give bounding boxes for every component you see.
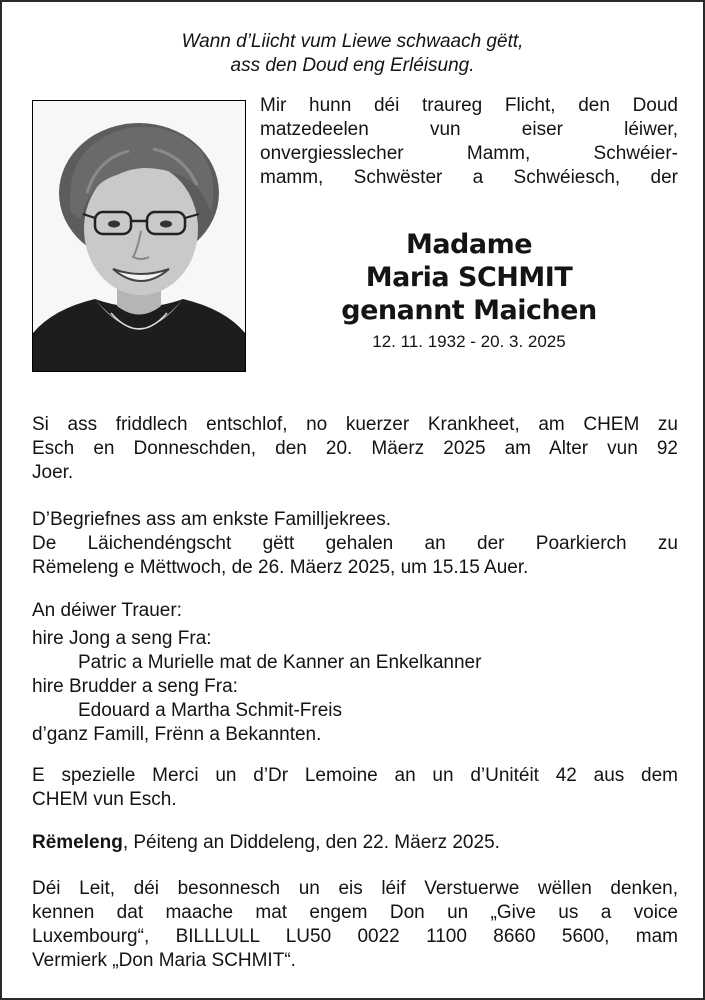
death-notice-line: Joer. xyxy=(32,462,74,483)
death-notice-line: Si ass friddlech entschlof, no kuerzer Krankheet, am CHEM zu xyxy=(32,414,678,435)
death-notice-line: Esch en Donneschden, den 20. Mäerz 2025 am Alter vun 92 xyxy=(32,438,678,459)
intro-line: Mir hunn déi traureg Flicht, den Doud xyxy=(260,95,678,116)
other-mourners: d’ganz Famill, Frënn a Bekannten. xyxy=(32,724,322,745)
death-notice-paragraph xyxy=(32,413,678,485)
mourners-list xyxy=(32,599,678,747)
funeral-line: D’Begriefnes ass am enkste Familljekrees. xyxy=(32,509,392,530)
deceased-nickname: genannt Maichen xyxy=(341,295,597,326)
donation-line: Vermierk „Don Maria SCHMIT“. xyxy=(32,950,296,971)
funeral-line: Rëmeleng e Mëttwoch, de 26. Mäerz 2025, um 15.15 Auer. xyxy=(32,557,529,578)
funeral-line: De Läichendéngscht gëtt gehalen an der Poarkierch zu xyxy=(32,533,678,554)
donation-line: Déi Leit, déi besonnesch un eis léif Verstuerwe wëllen denken, xyxy=(32,878,678,899)
intro-line: onvergiesslecher Mamm, Schwéier- xyxy=(260,143,678,164)
donation-paragraph xyxy=(32,877,678,973)
place-date-line xyxy=(32,831,678,855)
intro-line: matzedeelen vun eiser léiwer, xyxy=(260,119,678,140)
place-date-rest: , Péiteng an Diddeleng, den 22. Mäerz 2025. xyxy=(122,832,500,853)
portrait-photo xyxy=(32,100,246,372)
motto-quote xyxy=(2,30,703,78)
motto-line-1: Wann d’Liicht vum Liewe schwaach gëtt, xyxy=(181,31,524,52)
brother-family: Edouard a Martha Schmit-Freis xyxy=(78,700,342,721)
son-label: hire Jong a seng Fra: xyxy=(32,628,212,649)
donation-line: Luxembourg“, BILLLULL LU50 0022 1100 8660 5600, mam xyxy=(32,926,678,947)
life-dates: 12. 11. 1932 - 20. 3. 2025 xyxy=(372,332,566,351)
deceased-name-block xyxy=(260,228,678,353)
funeral-paragraph xyxy=(32,508,678,580)
son-family: Patric a Murielle mat de Kanner an Enkelkanner xyxy=(78,652,482,673)
deceased-name: Maria SCHMIT xyxy=(365,262,573,293)
brother-label: hire Brudder a seng Fra: xyxy=(32,676,238,697)
mourners-heading: An déiwer Trauer: xyxy=(32,600,182,621)
donation-line: kennen dat maache mat engem Don un „Give us a voice xyxy=(32,902,678,923)
motto-line-2: ass den Doud eng Erléisung. xyxy=(230,55,475,76)
thanks-line: CHEM vun Esch. xyxy=(32,789,177,810)
thanks-line: E spezielle Merci un d’Dr Lemoine an un d’Unitéit 42 aus dem xyxy=(32,765,678,786)
deceased-title: Madame xyxy=(405,229,533,260)
town-name: Rëmeleng xyxy=(32,832,123,853)
intro-paragraph xyxy=(260,94,678,190)
thanks-paragraph xyxy=(32,764,678,812)
intro-line: mamm, Schwëster a Schwéiesch, der xyxy=(260,167,678,188)
